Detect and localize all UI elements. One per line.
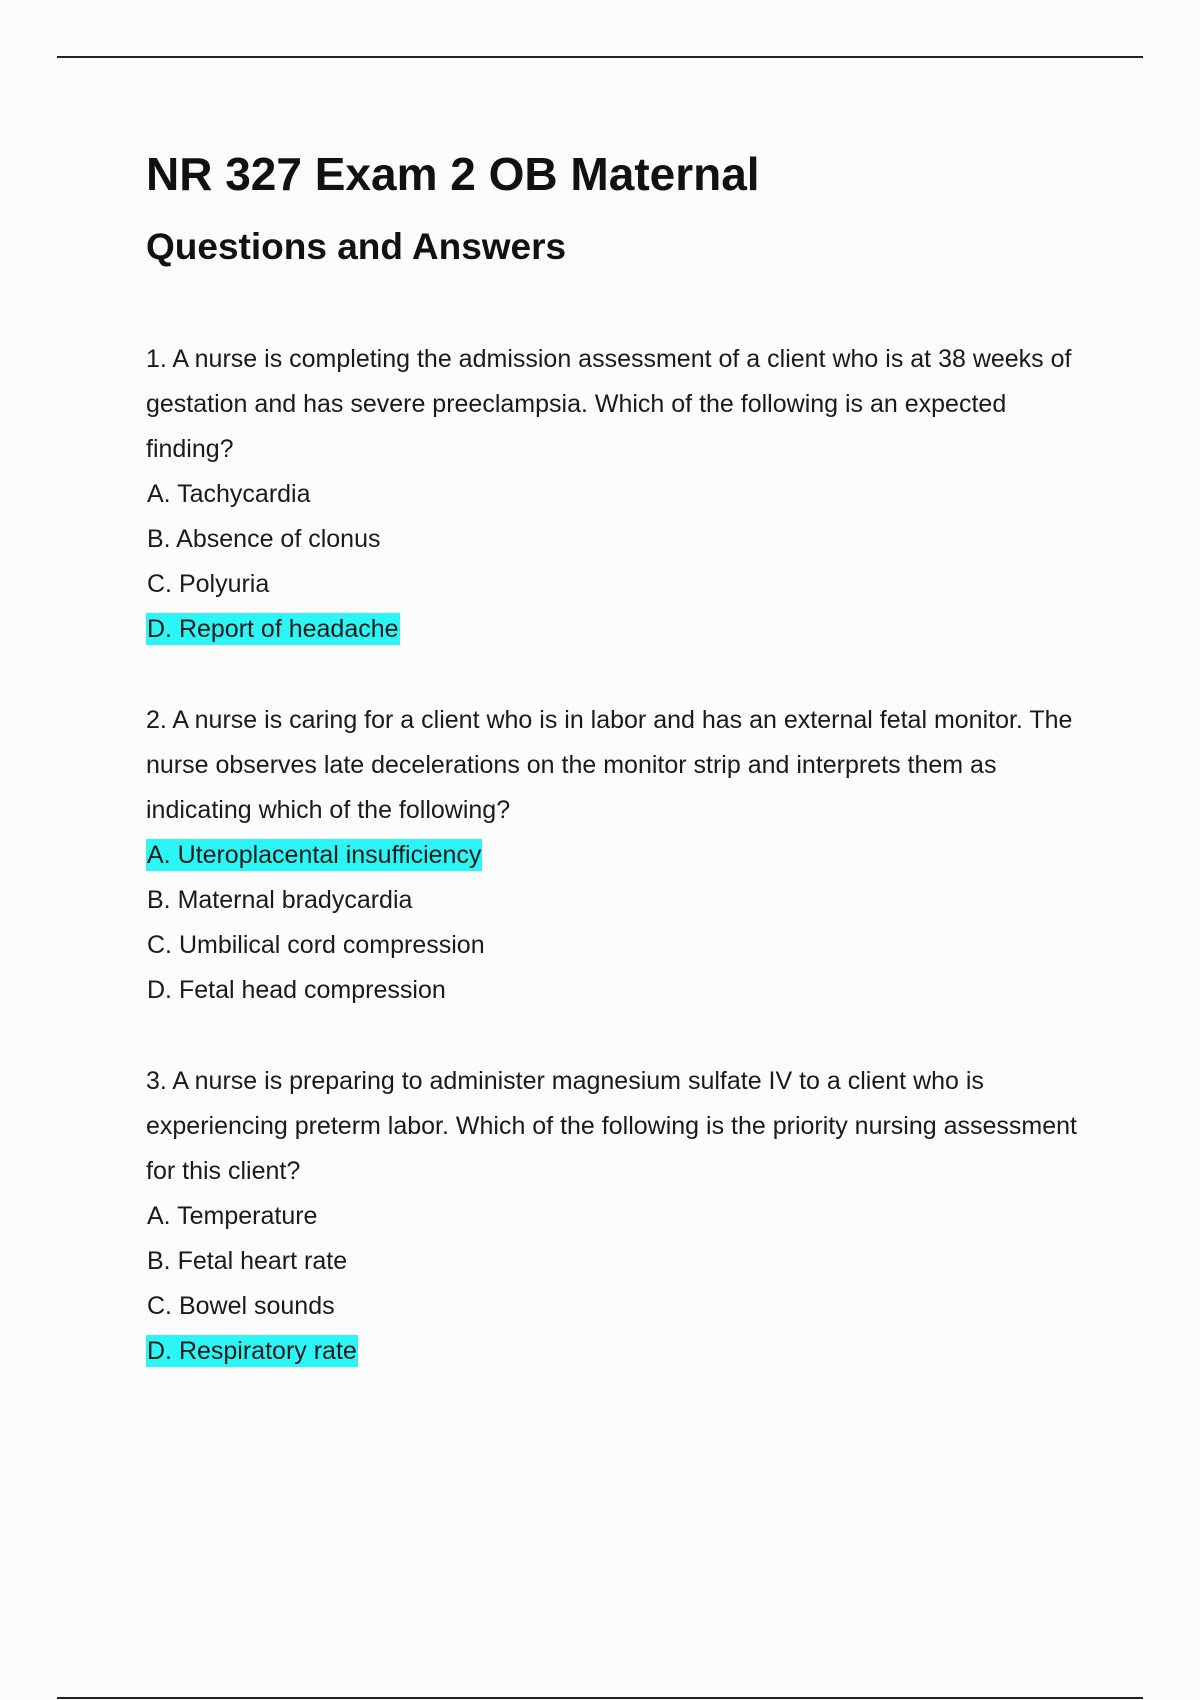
question-stem: 3. A nurse is preparing to administer magnesium sulfate IV to a client who is experiencing preterm labor. Which of the following is the priority nursing assessment for this client? xyxy=(146,1067,1077,1185)
question-list xyxy=(146,337,1086,1374)
document-subtitle: Questions and Answers xyxy=(146,226,567,267)
answer-option-c: C. Umbilical cord compression xyxy=(147,931,485,959)
document-title: NR 327 Exam 2 OB Maternal xyxy=(146,148,760,200)
answer-option-c: C. Bowel sounds xyxy=(147,1292,335,1320)
answer-option-c: C. Polyuria xyxy=(147,570,270,598)
answer-option-a-correct: A. Uteroplacental insufficiency xyxy=(147,841,482,869)
question-1 xyxy=(146,337,1086,652)
answer-option-b: B. Absence of clonus xyxy=(147,525,381,553)
page-content xyxy=(146,140,1086,1420)
answer-option-a: A. Temperature xyxy=(147,1202,318,1230)
question-3 xyxy=(146,1059,1086,1374)
header-rule xyxy=(57,56,1143,58)
answer-option-d-correct: D. Report of headache xyxy=(147,615,399,643)
answer-option-d: D. Fetal head compression xyxy=(147,976,446,1004)
question-2 xyxy=(146,698,1086,1013)
answer-option-a: A. Tachycardia xyxy=(147,480,311,508)
answer-option-d-correct: D. Respiratory rate xyxy=(147,1337,357,1365)
question-stem: 2. A nurse is caring for a client who is in labor and has an external fetal monitor. The nurse observes late decelerations on the monitor strip and interprets them as indicating which of the following? xyxy=(146,706,1073,824)
answer-option-b: B. Maternal bradycardia xyxy=(147,886,413,914)
answer-option-b: B. Fetal heart rate xyxy=(147,1247,348,1275)
footer-rule xyxy=(57,1697,1143,1699)
question-stem: 1. A nurse is completing the admission assessment of a client who is at 38 weeks of gestation and has severe preeclampsia. Which of the following is an expected finding? xyxy=(146,345,1072,463)
